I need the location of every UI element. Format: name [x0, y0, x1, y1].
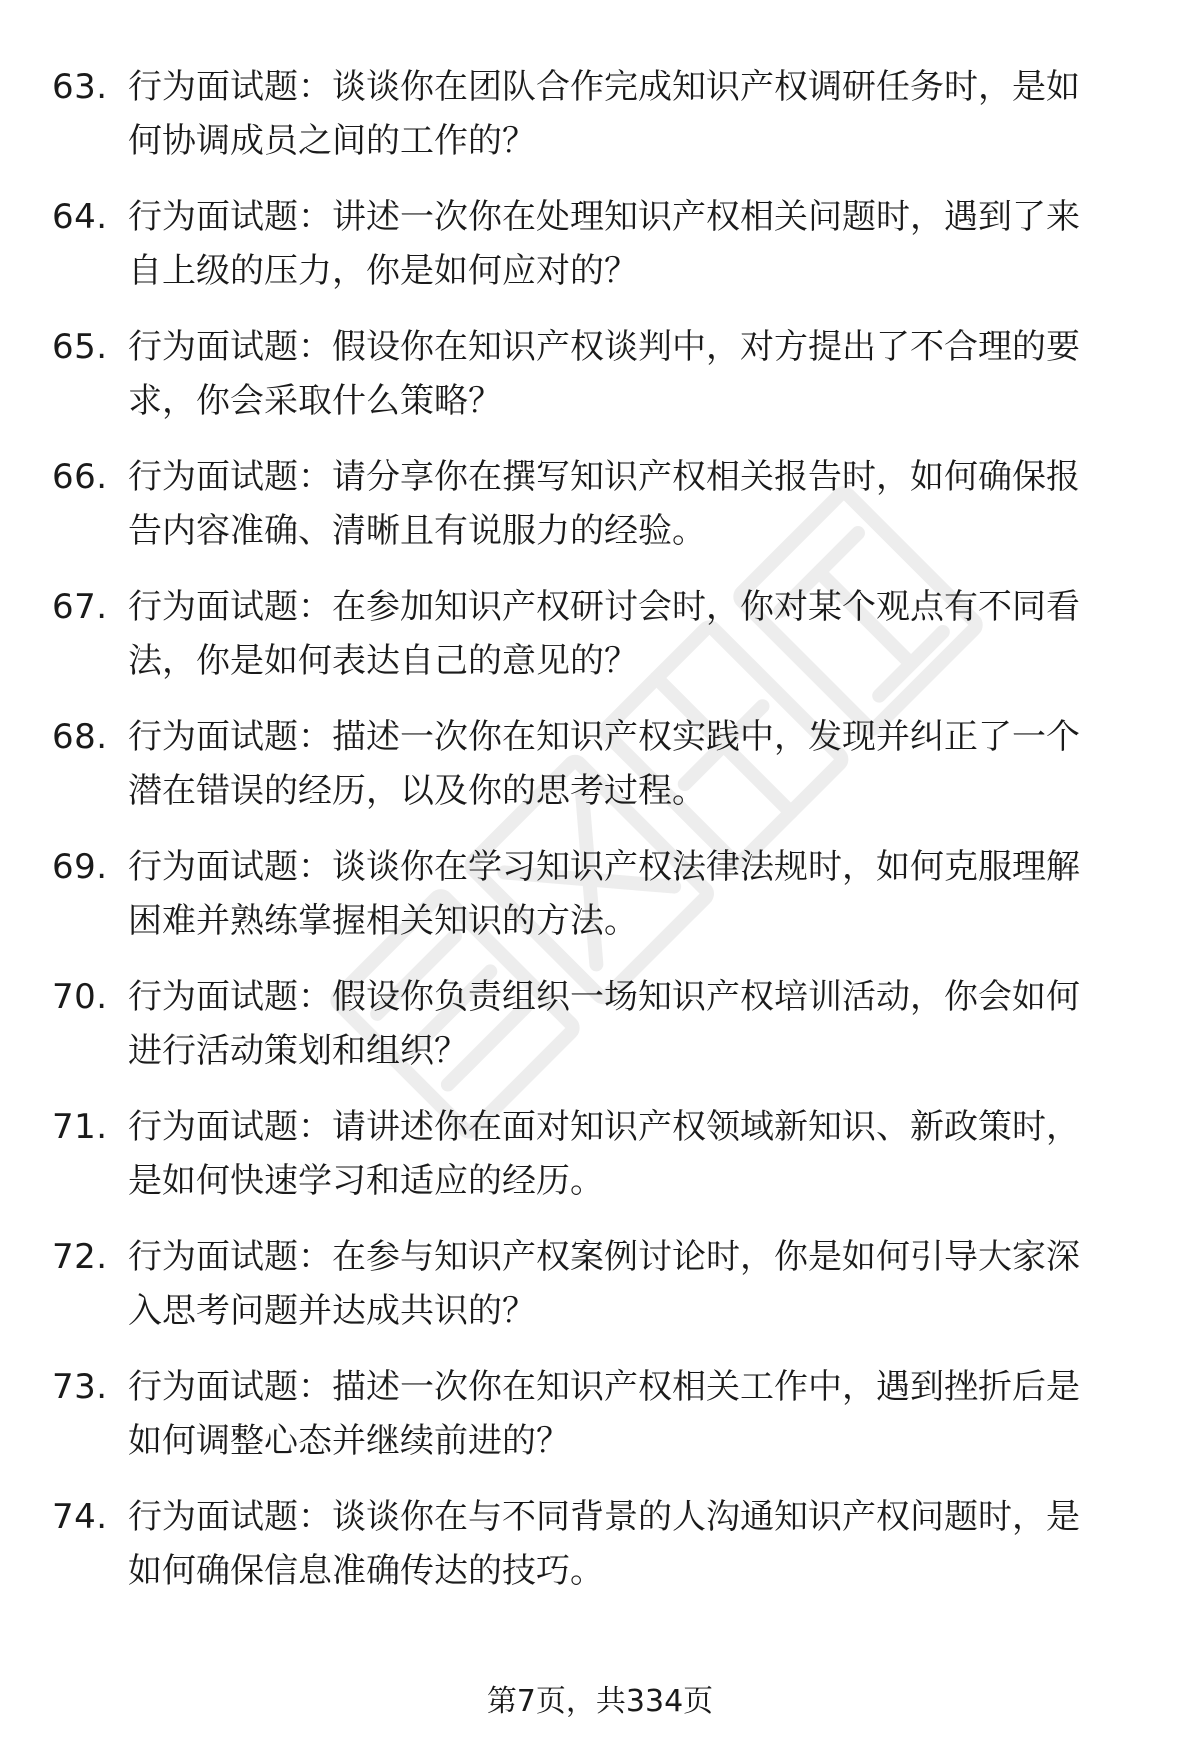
question-number: 64.: [52, 197, 108, 237]
question-text-line: 入思考问题并达成共识的？: [128, 1291, 536, 1331]
question-text-line: 是如何快速学习和适应的经历。: [128, 1161, 604, 1201]
list-item: [0, 836, 1200, 966]
question-text-line: 如何确保信息准确传达的技巧。: [128, 1551, 604, 1591]
question-text-line: 行为面试题：假设你负责组织一场知识产权培训活动，你会如何: [128, 977, 1080, 1017]
question-text-line: 行为面试题：描述一次你在知识产权实践中，发现并纠正了一个: [128, 717, 1080, 757]
question-text-line: 进行活动策划和组织？: [128, 1031, 468, 1071]
list-item: [0, 1356, 1200, 1486]
question-text-line: 行为面试题：讲述一次你在处理知识产权相关问题时，遇到了来: [128, 197, 1080, 237]
question-number: 68.: [52, 717, 108, 757]
question-text-line: 行为面试题：假设你在知识产权谈判中，对方提出了不合理的要: [128, 327, 1080, 367]
question-text-line: 求，你会采取什么策略？: [128, 381, 502, 421]
list-item: [0, 1096, 1200, 1226]
list-item: [0, 316, 1200, 446]
question-text-line: 行为面试题：谈谈你在团队合作完成知识产权调研任务时，是如: [128, 67, 1080, 107]
list-item: [0, 966, 1200, 1096]
list-item: [0, 1226, 1200, 1356]
question-number: 66.: [52, 457, 108, 497]
question-number: 65.: [52, 327, 108, 367]
question-number: 72.: [52, 1237, 108, 1277]
question-text-line: 行为面试题：描述一次你在知识产权相关工作中，遇到挫折后是: [128, 1367, 1080, 1407]
question-text-line: 自上级的压力，你是如何应对的？: [128, 251, 638, 291]
question-number: 73.: [52, 1367, 108, 1407]
question-text-line: 行为面试题：在参与知识产权案例讨论时，你是如何引导大家深: [128, 1237, 1080, 1277]
question-text-line: 行为面试题：谈谈你在学习知识产权法律法规时，如何克服理解: [128, 847, 1080, 887]
question-text-line: 行为面试题：请分享你在撰写知识产权相关报告时，如何确保报: [128, 457, 1080, 497]
question-number: 70.: [52, 977, 108, 1017]
list-item: [0, 56, 1200, 186]
question-number: 69.: [52, 847, 108, 887]
list-item: [0, 1486, 1200, 1616]
page-footer: [0, 1682, 1200, 1722]
question-text-line: 行为面试题：在参加知识产权研讨会时，你对某个观点有不同看: [128, 587, 1080, 627]
question-number: 63.: [52, 67, 108, 107]
question-text-line: 行为面试题：请讲述你在面对知识产权领域新知识、新政策时，: [128, 1107, 1080, 1147]
question-text-line: 告内容准确、清晰且有说服力的经验。: [128, 511, 706, 551]
question-number: 74.: [52, 1497, 108, 1537]
question-number: 67.: [52, 587, 108, 627]
list-item: [0, 446, 1200, 576]
list-item: [0, 706, 1200, 836]
question-text-line: 法，你是如何表达自己的意见的？: [128, 641, 638, 681]
question-text-line: 困难并熟练掌握相关知识的方法。: [128, 901, 638, 941]
question-text-line: 行为面试题：谈谈你在与不同背景的人沟通知识产权问题时，是: [128, 1497, 1080, 1537]
question-text-line: 潜在错误的经历，以及你的思考过程。: [128, 771, 706, 811]
question-text-line: 何协调成员之间的工作的？: [128, 121, 536, 161]
list-item: [0, 576, 1200, 706]
question-list: [0, 56, 1200, 1616]
question-number: 71.: [52, 1107, 108, 1147]
page-number-text: 第7页，共334页: [486, 1684, 714, 1719]
list-item: [0, 186, 1200, 316]
question-text-line: 如何调整心态并继续前进的？: [128, 1421, 570, 1461]
